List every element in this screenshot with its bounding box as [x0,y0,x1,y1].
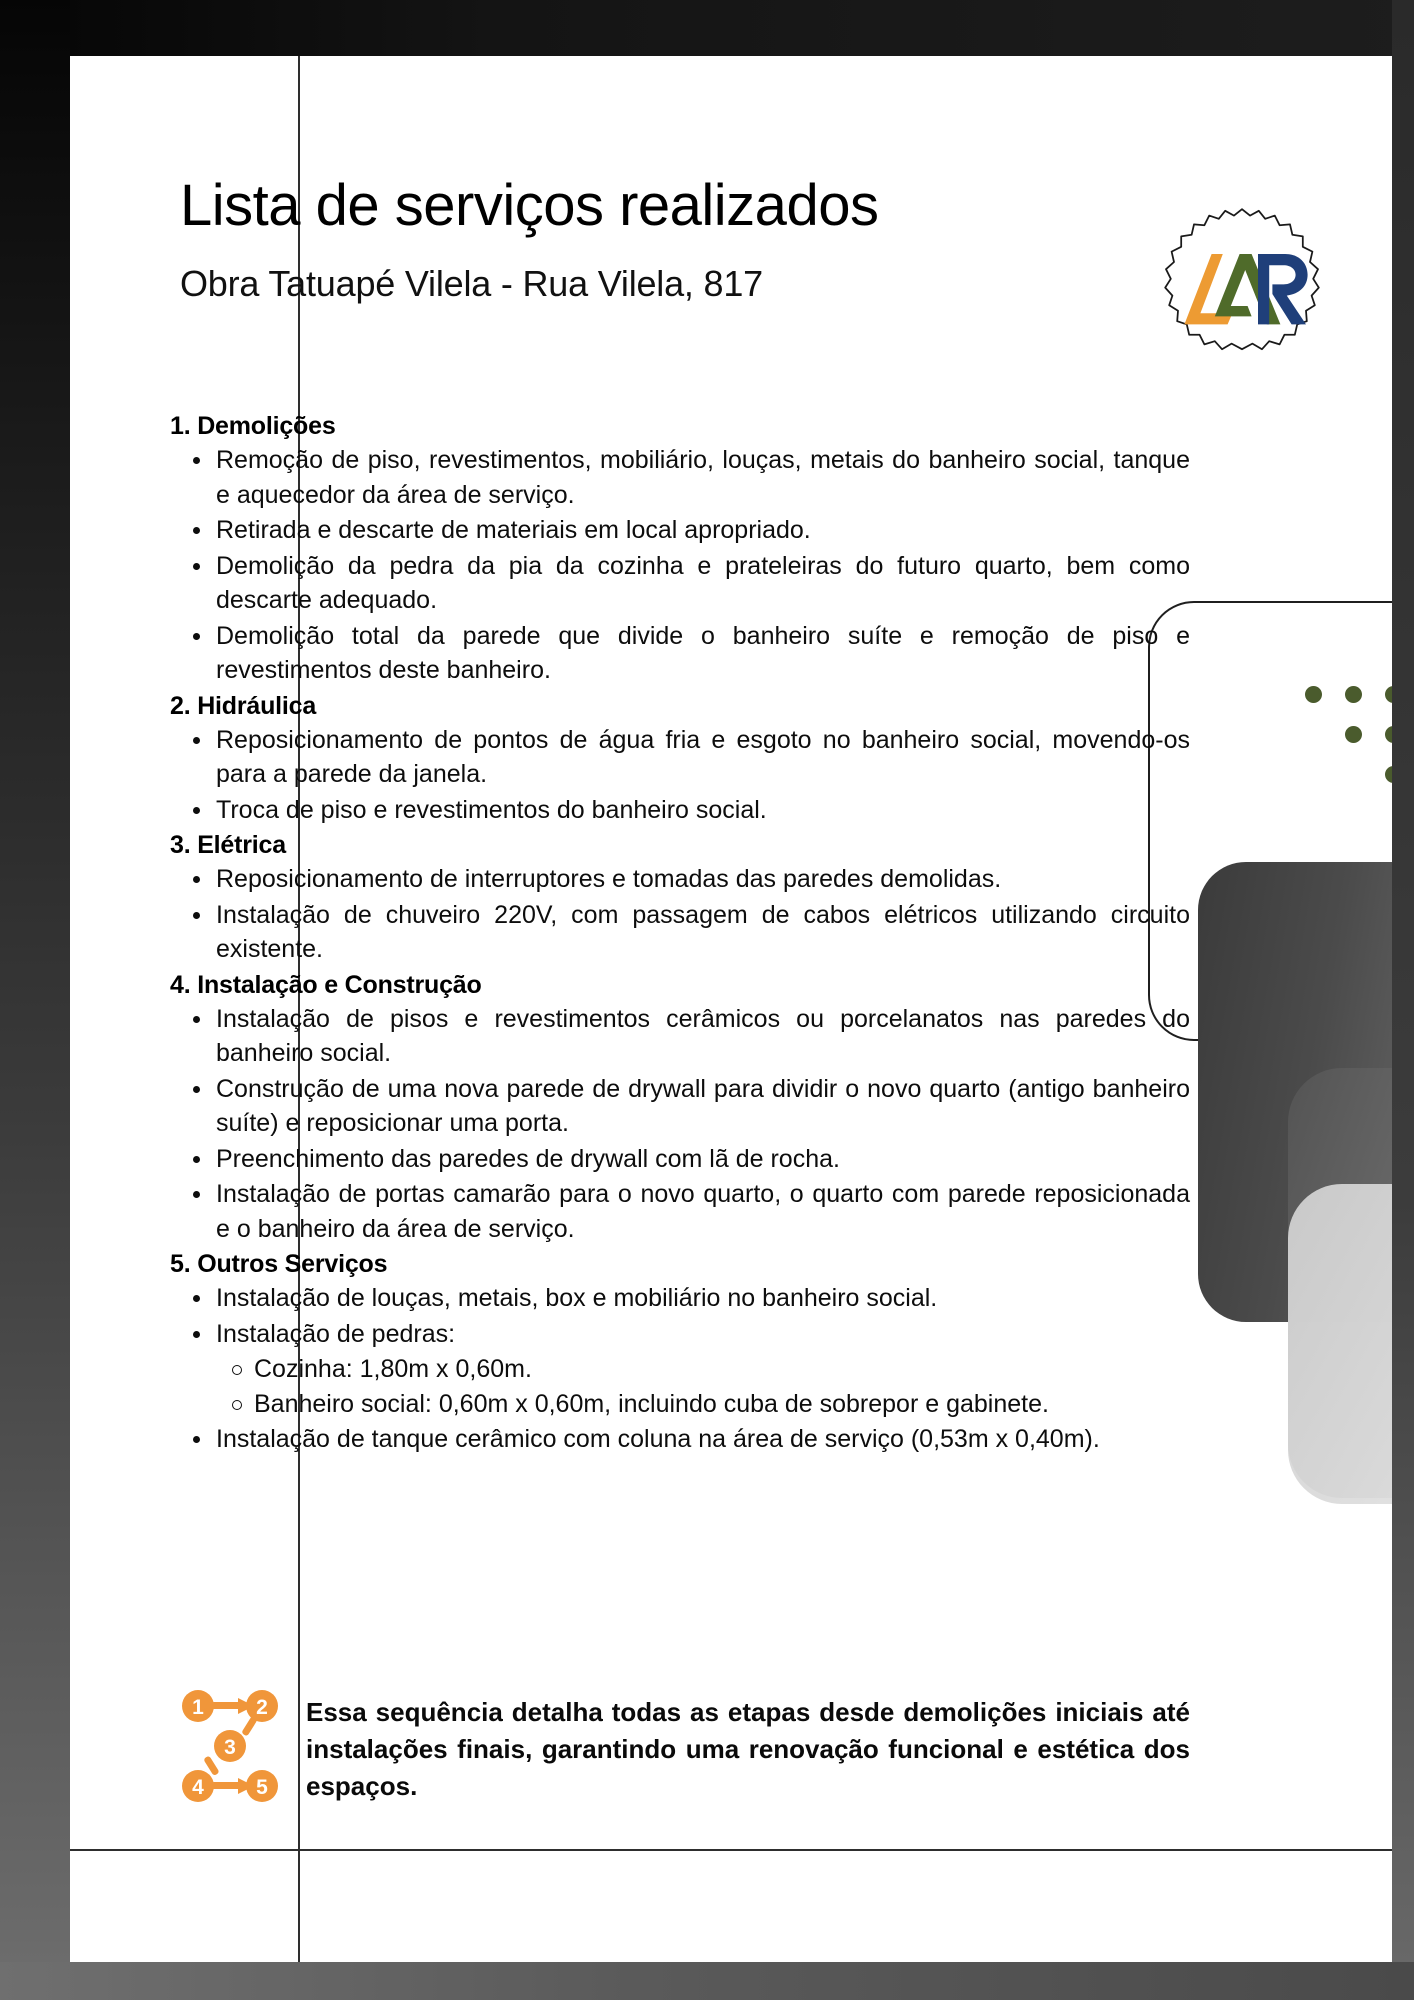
sub-list-item: Cozinha: 1,80m x 0,60m. [220,1352,1190,1387]
section-title: 4. Instalação e Construção [170,970,482,999]
section-bullet-list [180,862,1190,967]
section-title: 3. Elétrica [170,831,286,859]
list-item: Demolição da pedra da pia da cozinha e prateleiras do futuro quarto, bem como descarte adequado. [180,549,1190,618]
summary-text: Essa sequência detalha todas as etapas desde demolições iniciais até instalações finais, garantindo uma renovação funcional e estética dos espaços. [306,1697,1190,1801]
page-title: Lista de serviços realizados [180,173,879,238]
flow-number-4: 4 [192,1776,204,1799]
list-item: Troca de piso e revestimentos do banheiro social. [180,793,1190,828]
flow-number-5: 5 [256,1776,268,1799]
section-title: 1. Demolições [170,412,336,440]
section-bullet-list [180,1002,1190,1247]
decorative-dot [1345,726,1362,743]
page-horizontal-rule [70,1849,1392,1851]
list-item: Preenchimento das paredes de drywall com lã de rocha. [180,1142,1190,1177]
list-item: Instalação de louças, metais, box e mobiliário no banheiro social. [180,1281,1190,1316]
summary-callout [180,1686,1190,1806]
decorative-dot [1345,686,1362,703]
list-item: Remoção de piso, revestimentos, mobiliário, louças, metais do banheiro social, tanque e aquecedor da área de serviço. [180,443,1190,512]
decorative-dot [1385,686,1392,703]
section-bullet-list [180,443,1190,688]
decorative-dot [1305,686,1322,703]
list-item: Construção de uma nova parede de drywall para dividir o novo quarto (antigo banheiro suíte) e reposicionar uma porta. [180,1072,1190,1141]
section-bullet-list [180,1281,1190,1457]
lar-logo [1162,206,1322,366]
decorative-dot [1385,766,1392,783]
window-frame-top [0,0,1414,56]
list-item: Reposicionamento de pontos de água fria e esgoto no banheiro social, movendo-os para a parede da janela. [180,723,1190,792]
decorative-dot [1385,726,1392,743]
page-subtitle: Obra Tatuapé Vilela - Rua Vilela, 817 [180,262,763,304]
flow-number-3: 3 [224,1736,236,1759]
list-item: Instalação de tanque cerâmico com coluna na área de serviço (0,53m x 0,40m). [180,1422,1190,1457]
list-item: Instalação de portas camarão para o novo quarto, o quarto com parede reposicionada e o banheiro da área de serviço. [180,1177,1190,1246]
document-page [70,56,1392,1962]
list-item: Instalação de pisos e revestimentos cerâmicos ou porcelanatos nas paredes do banheiro social. [180,1002,1190,1071]
list-item: Instalação de chuveiro 220V, com passagem de cabos elétricos utilizando circuito existente. [180,898,1190,967]
window-frame-right [1392,0,1414,2000]
section-sub-bullet-list [220,1352,1190,1421]
list-item: Demolição total da parede que divide o banheiro suíte e remoção de piso e revestimentos deste banheiro. [180,619,1190,688]
window-frame-left [0,0,70,2000]
list-item: Reposicionamento de interruptores e tomadas das paredes demolidas. [180,862,1190,897]
document-header [180,173,1180,305]
section-bullet-list [180,723,1190,828]
list-item: Retirada e descarte de materiais em local apropriado. [180,513,1190,548]
decorative-dot-grid [1305,686,1392,836]
sub-list-item: Banheiro social: 0,60m x 0,60m, incluindo cuba de sobrepor e gabinete. [220,1387,1190,1422]
section-title: 5. Outros Serviços [170,1250,388,1278]
flow-sequence-icon [180,1686,280,1806]
services-list [170,408,1190,1458]
decorative-light-rectangle [1288,1184,1392,1504]
list-item: Instalação de pedras: [180,1317,1190,1352]
window-frame-bottom [0,1962,1414,2000]
flow-number-2: 2 [256,1696,268,1719]
flow-number-1: 1 [192,1696,204,1719]
section-title: 2. Hidráulica [170,691,317,720]
